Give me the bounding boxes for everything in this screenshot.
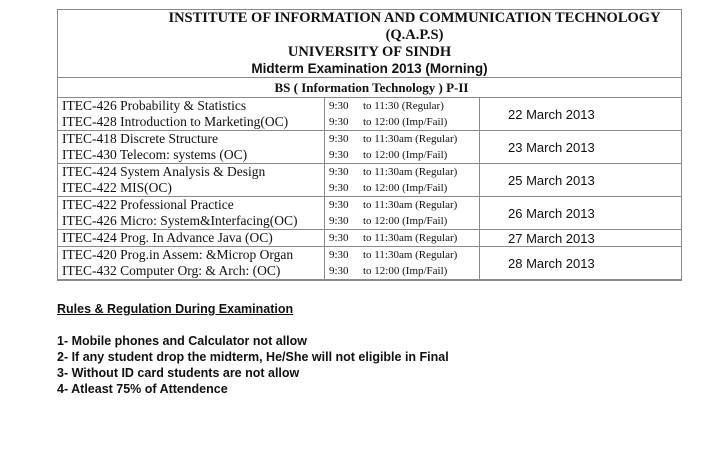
end-time: to 11:30am (Regular) <box>363 232 458 244</box>
course-name: ITEC-428 Introduction to Marketing(OC) <box>62 114 289 129</box>
rules-title: Rules & Regulation During Examination <box>57 302 294 316</box>
time-cell <box>325 230 480 247</box>
course-cell <box>58 247 325 280</box>
time-slot <box>329 213 479 229</box>
course-name: ITEC-430 Telecom: systems (OC) <box>62 147 248 162</box>
exam-title: Midterm Examination 2013 (Morning) <box>251 61 488 76</box>
start-time: 9:30 <box>329 182 349 194</box>
exam-date: 27 March 2013 <box>480 230 682 247</box>
start-time: 9:30 <box>329 133 349 145</box>
time-slot <box>329 164 479 180</box>
exam-table <box>58 77 681 280</box>
program-title: BS ( Information Technology ) P-II <box>58 78 681 98</box>
time-slot <box>329 230 479 246</box>
institute-title: INSTITUTE OF INFORMATION AND COMMUNICATION TECHNOLOGY (Q.A.P.S) <box>168 10 661 43</box>
time-cell <box>325 247 480 280</box>
exam-date: 25 March 2013 <box>480 164 682 197</box>
end-time: to 11:30am (Regular) <box>363 199 458 211</box>
exam-date: 28 March 2013 <box>480 247 682 280</box>
course-name: ITEC-424 Prog. In Advance Java (OC) <box>62 230 273 245</box>
exam-row <box>58 230 681 247</box>
end-time: to 12:00 (Imp/Fail) <box>363 265 448 277</box>
start-time: 9:30 <box>329 249 349 261</box>
exam-row <box>58 98 681 131</box>
start-time: 9:30 <box>329 166 349 178</box>
start-time: 9:30 <box>329 199 349 211</box>
time-slot <box>329 263 479 279</box>
exam-schedule-sheet <box>57 9 682 281</box>
exam-row <box>58 197 681 230</box>
start-time: 9:30 <box>329 215 349 227</box>
course-name: ITEC-424 System Analysis & Design <box>62 164 266 179</box>
university-title: UNIVERSITY OF SINDH <box>287 44 452 60</box>
rules-list <box>57 333 449 397</box>
end-time: to 11:30am (Regular) <box>363 249 458 261</box>
start-time: 9:30 <box>329 265 349 277</box>
time-slot <box>329 114 479 130</box>
course-cell <box>58 230 325 247</box>
course-name: ITEC-420 Prog.in Assem: &Microp Organ <box>62 247 294 262</box>
course-name: ITEC-432 Computer Org: & Arch: (OC) <box>62 263 281 278</box>
exam-row <box>58 247 681 280</box>
rule-item: 2- If any student drop the midterm, He/She will not eligible in Final <box>57 350 449 364</box>
start-time: 9:30 <box>329 100 349 112</box>
time-cell <box>325 164 480 197</box>
end-time: to 12:00 (Imp/Fail) <box>363 182 448 194</box>
exam-date: 26 March 2013 <box>480 197 682 230</box>
course-cell <box>58 164 325 197</box>
course-name: ITEC-422 MIS(OC) <box>62 180 172 195</box>
rule-item: 3- Without ID card students are not allow <box>57 366 300 380</box>
end-time: to 11:30 (Regular) <box>363 100 444 112</box>
course-cell <box>58 131 325 164</box>
course-name: ITEC-418 Discrete Structure <box>62 131 218 146</box>
schedule-header <box>58 10 681 77</box>
course-cell <box>58 197 325 230</box>
rule-item: 1- Mobile phones and Calculator not allow <box>57 334 308 348</box>
rules-section <box>57 301 449 397</box>
time-cell <box>325 98 480 131</box>
time-slot <box>329 98 479 114</box>
start-time: 9:30 <box>329 232 349 244</box>
start-time: 9:30 <box>329 116 349 128</box>
exam-date: 22 March 2013 <box>480 98 682 131</box>
exam-row <box>58 164 681 197</box>
end-time: to 12:00 (Imp/Fail) <box>363 116 448 128</box>
course-name: ITEC-422 Professional Practice <box>62 197 234 212</box>
time-slot <box>329 131 479 147</box>
time-slot <box>329 180 479 196</box>
course-name: ITEC-426 Micro: System&Interfacing(OC) <box>62 213 298 228</box>
time-slot <box>329 147 479 163</box>
exam-row <box>58 131 681 164</box>
course-name: ITEC-426 Probability & Statistics <box>62 98 247 113</box>
end-time: to 11:30am (Regular) <box>363 133 458 145</box>
rule-item: 4- Atleast 75% of Attendence <box>57 382 228 396</box>
time-cell <box>325 197 480 230</box>
end-time: to 12:00 (Imp/Fail) <box>363 149 448 161</box>
end-time: to 11:30am (Regular) <box>363 166 458 178</box>
time-slot <box>329 197 479 213</box>
end-time: to 12:00 (Imp/Fail) <box>363 215 448 227</box>
exam-date: 23 March 2013 <box>480 131 682 164</box>
time-slot <box>329 247 479 263</box>
start-time: 9:30 <box>329 149 349 161</box>
course-cell <box>58 98 325 131</box>
time-cell <box>325 131 480 164</box>
